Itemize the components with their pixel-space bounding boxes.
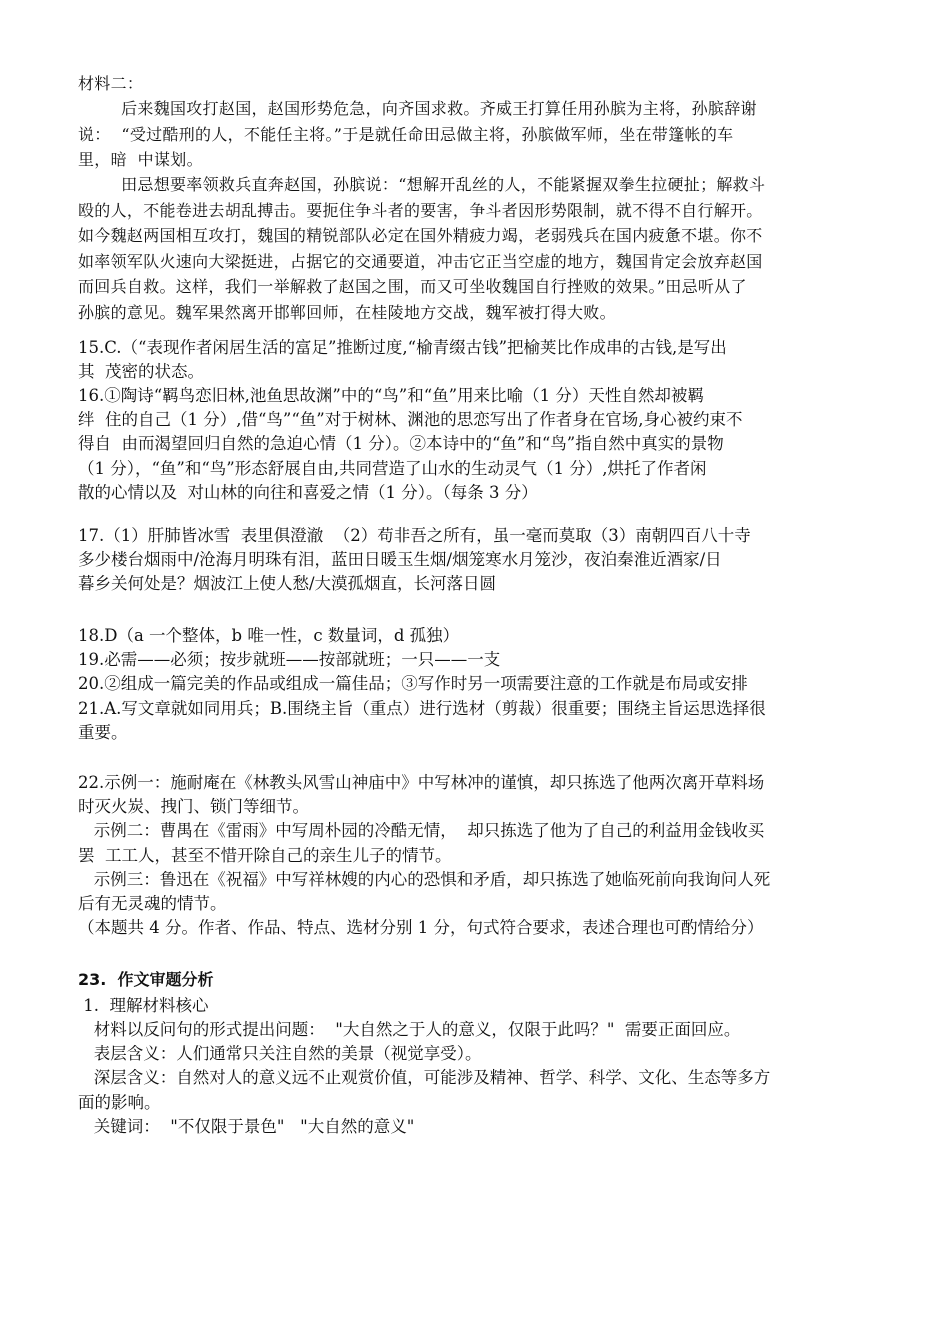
answers-18-to-21: 18.D（a 一个整体，b 唯一性，c 数量词，d 孤独） 19.必需——必须；按步就班——按部就班；一只——一支 20.②组成一篇完美的作品或组成一篇佳品；③写作时另一项需要注意的工作就是布局或安排 21.A.写文章就如同用兵；B.围绕主旨（重点）进行选材（剪裁）很重要；围绕主旨运思选择很 重要。 <box>78 626 766 742</box>
essay-subheading-1: 1. 理解材料核心 <box>78 996 209 1015</box>
answer-17: 17.（1）肝肺皆冰雪 表里俱澄澈 （2）苟非吾之所有，虽一毫而莫取（3）南朝四百八十寺 多少楼台烟雨中/沧海月明珠有泪，蓝田日暖玉生烟/烟笼寒水月笼沙，夜泊秦淮近酒家/日 暮乡关何处是？烟波江上使人愁/大漠孤烟直，长河落日圆 <box>78 526 751 594</box>
answer-22: 22.示例一：施耐庵在《林教头风雪山神庙中》中写林冲的谨慎，却只拣选了他两次离开草料场 时灭火炭、拽门、锁门等细节。 示例二：曹禺在《雷雨》中写周朴园的冷酷无情， 却只拣选了他为了自己的利益用金钱收买 罢 工工人，甚至不惜开除自己的亲生儿子的情节。 示例三：鲁迅在《祝福》中写祥林嫂的内心的恐惧和矛盾，却只拣选了她临死前向我询问人死 后有无灵魂的情节。 （本题共 4 分。作者、作品、特点、选材分别 1 分，句式符合要求，表述合理也可酌情给分） <box>78 773 771 938</box>
essay-analysis-heading: 23. 作文审题分析 <box>78 970 214 989</box>
answer-16: 16.①陶诗“羁鸟恋旧林,池鱼思故渊”中的“鸟”和“鱼”用来比喻（1 分）天性自然却被羁 绊 住的自己（1 分）,借“鸟”“鱼”对于树林、渊池的思恋写出了作者身在官场,身心被约束不 得自 由而渴望回归自然的急迫心情（1 分）。②本诗中的“鱼”和“鸟”指自然中真实的景物 （1 分），“鱼”和“鸟”形态舒展自由,共同营造了山水的生动灵气（1 分）,烘托了作者闲 散的心情以及 对山林的向往和喜爱之情（1 分）。（每条 3 分） <box>78 386 743 502</box>
material-2-title: 材料二： <box>78 74 144 93</box>
answer-15: 15.C.（“表现作者闲居生活的富足”推断过度,“榆青缀古钱”把榆荚比作成串的古钱,是写出 其 茂密的状态。 <box>78 338 727 382</box>
material-2-paragraph-2: 田忌想要率领救兵直奔赵国，孙膑说：“想解开乱丝的人，不能紧握双拳生拉硬扯；解救斗 殴的人，不能卷进去胡乱搏击。要扼住争斗者的要害，争斗者因形势限制，就不得不自行解开。 如今魏赵两国相互攻打，魏国的精锐部队必定在国外精疲力竭，老弱残兵在国内疲惫不堪。你不 如率领军队火速向大梁挺进，占据它的交通要道，冲击它正当空虚的地方，魏国肯定会放弃赵国 而回兵自救。这样，我们一举解救了赵国之围，而又可坐收魏国自行挫败的效果。”田忌听从了 孙膑的意见。魏军果然离开邯郸回师，在桂陵地方交战，魏军被打得大败。 <box>78 175 766 322</box>
essay-analysis-body: 材料以反问句的形式提出问题： "大自然之于人的意义，仅限于此吗？" 需要正面回应。 表层含义：人们通常只关注自然的美景（视觉享受）。 深层含义：自然对人的意义远不止观赏价值，可能涉及精神、哲学、科学、文化、生态等多方 面的影响。 关键词： "不仅限于景色" "大自然的意义" <box>78 1020 771 1136</box>
material-2-paragraph-1: 后来魏国攻打赵国，赵国形势危急，向齐国求救。齐威王打算任用孙膑为主将，孙膑辞谢 说： “受过酷刑的人，不能任主将。”于是就任命田忌做主将，孙膑做军师，坐在带篷帐的车 里，暗 中谋划。 <box>78 99 757 169</box>
